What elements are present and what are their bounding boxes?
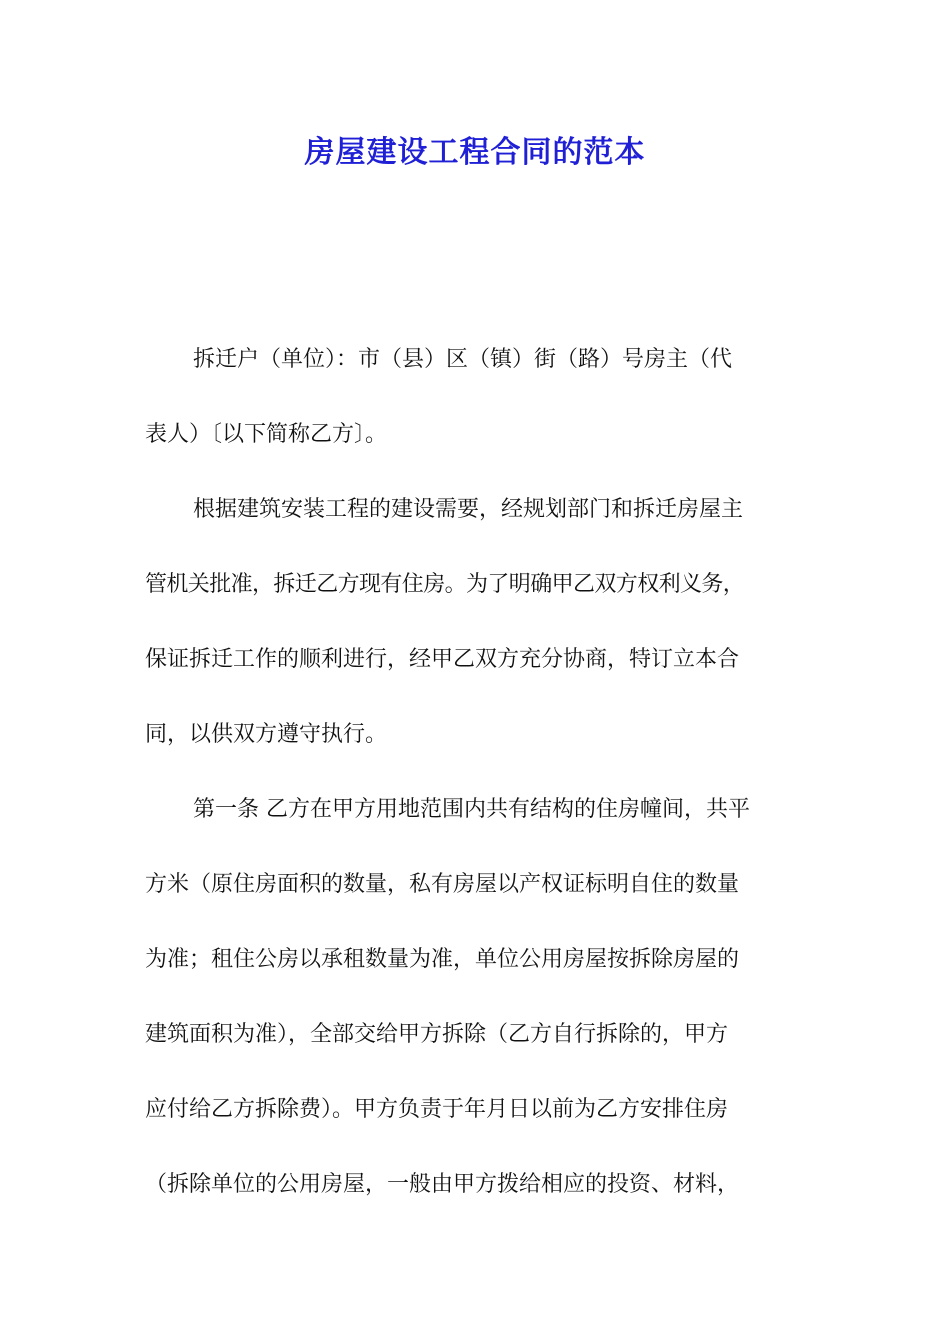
paragraph-line: 建筑面积为准），全部交给甲方拆除（乙方自行拆除的，甲方 [145,1022,729,1047]
document-body [145,336,815,1236]
paragraph-line: 管机关批准，拆迁乙方现有住房。为了明确甲乙双方权利义务， [145,572,745,597]
paragraph-line: 拆迁户（单位）：市（县）区（镇）街（路）号房主（代 [193,347,733,372]
paragraph-line: 方米（原住房面积的数量，私有房屋以产权证标明自住的数量 [145,872,740,897]
paragraph-line: 第一条 乙方在甲方用地范围内共有结构的住房幢间，共平 [193,797,750,822]
document-title: 房屋建设工程合同的范本 [304,135,646,170]
paragraph-line: 同，以供双方遵守执行。 [145,722,388,747]
paragraph-line: （拆除单位的公用房屋，一般由甲方拨给相应的投资、材料， [145,1172,740,1197]
paragraph-line: 根据建筑安装工程的建设需要，经规划部门和拆迁房屋主 [193,497,744,522]
paragraph-line: 保证拆迁工作的顺利进行，经甲乙双方充分协商，特订立本合 [145,647,740,672]
paragraph-line: 为准；租住公房以承租数量为准，单位公用房屋按拆除房屋的 [145,947,740,972]
paragraph-line: 表人）〔以下简称乙方〕。 [145,422,388,447]
paragraph-line: 应付给乙方拆除费）。甲方负责于年月日以前为乙方安排住房 [145,1097,729,1122]
